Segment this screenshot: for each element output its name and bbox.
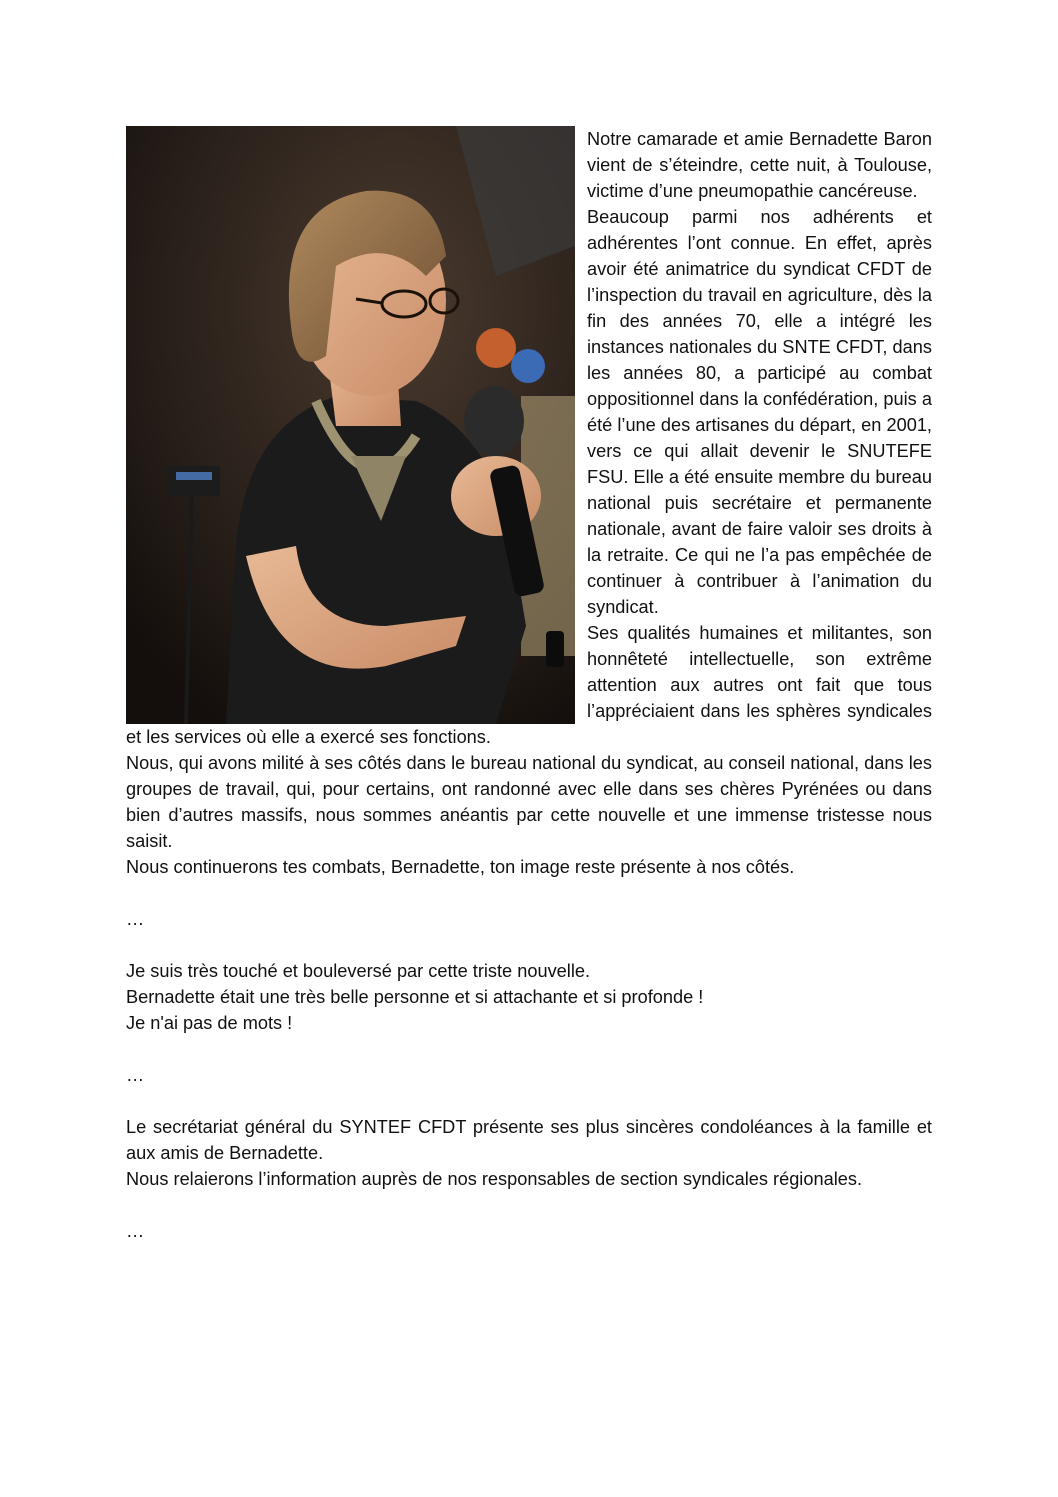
message-line: Bernadette était une très belle personne et si attachante et si profonde !: [126, 987, 704, 1007]
syntef-message: [126, 1114, 932, 1192]
portrait-photo: [126, 126, 575, 724]
article-paragraph: Nous continuerons tes combats, Bernadette, ton image reste présente à nos côtés.: [126, 857, 795, 877]
article-paragraph: Beaucoup parmi nos adhérents et adhérentes l’ont connue. En effet, après avoir été animatrice du syndicat CFDT de l’inspection du travail en agriculture, dès la fin des années 70, elle a intégré les instances nationales du SNTE CFDT, dans les années 80, a participé au combat oppositionnel dans la confédération, puis a été l’une des artisanes du départ, en 2001, vers ce qui allait devenir le SNUTEFE FSU. Elle a été ensuite membre du bureau national puis secrétaire et permanente nationale, avant de faire valoir ses droits à la retraite. Ce qui ne l’a pas empêchée de continuer à contribuer à l’animation du syndicat.: [587, 207, 932, 617]
condolence-message: [126, 958, 932, 1036]
message-paragraph: Nous relaierons l’information auprès de nos responsables de section syndicales régionales.: [126, 1169, 862, 1189]
document-page: [126, 126, 932, 1244]
article-paragraph: Ses qualités humaines et militantes, son honnêteté intellectuelle, son extrême attention aux autres ont fait que tous l’appréciaient dans les sphères syndicales et les services où elle a exercé ses fonctions.: [126, 623, 932, 747]
ellipsis-separator: …: [126, 1221, 145, 1241]
article-paragraph: Notre camarade et amie Bernadette Baron vient de s’éteindre, cette nuit, à Toulouse, victime d’une pneumopathie cancéreuse.: [587, 129, 932, 201]
ellipsis-separator: …: [126, 909, 145, 929]
tribute-article: [126, 126, 932, 880]
article-paragraph: Nous, qui avons milité à ses côtés dans le bureau national du syndicat, au conseil national, dans les groupes de travail, qui, pour certains, ont randonné avec elle dans ses chères Pyrénées ou dans bien d’autres massifs, nous sommes anéantis par cette nouvelle et une immense tristesse nous saisit.: [126, 753, 932, 851]
message-line: Je suis très touché et bouleversé par cette triste nouvelle.: [126, 961, 591, 981]
message-line: Je n'ai pas de mots !: [126, 1013, 293, 1033]
message-paragraph: Le secrétariat général du SYNTEF CFDT présente ses plus sincères condoléances à la famille et aux amis de Bernadette.: [126, 1117, 932, 1163]
ellipsis-separator: …: [126, 1065, 145, 1085]
